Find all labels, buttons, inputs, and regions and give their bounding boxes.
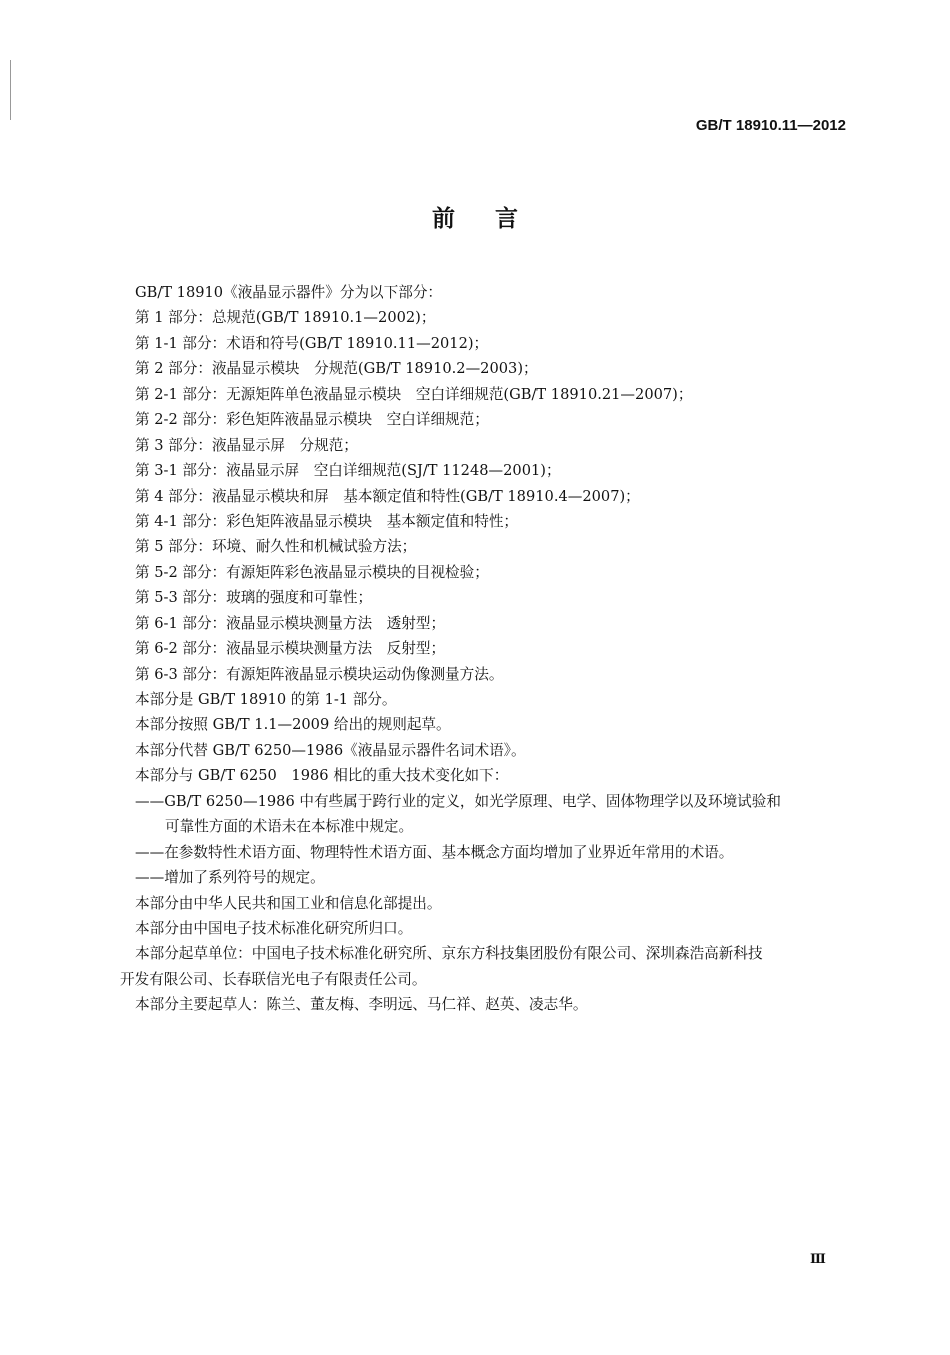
paragraph-line: 第 1-1 部分：术语和符号(GB/T 18910.11—2012)； — [135, 334, 489, 352]
paragraph-line: 本部分由中华人民共和国工业和信息化部提出。 — [135, 894, 442, 912]
paragraph-line: GB/T 18910《液晶显示器件》分为以下部分： — [135, 284, 443, 301]
paragraph-line: 第 3 部分：液晶显示屏 分规范； — [135, 436, 358, 454]
paragraph-line: 第 5 部分：环境、耐久性和机械试验方法； — [135, 538, 417, 556]
paragraph-line: ——GB/T 6250—1986 中有些属于跨行业的定义，如光学原理、电学、固体物理学以及环境试验和 — [135, 792, 781, 810]
paragraph-line: 第 6-3 部分：有源矩阵液晶显示模块运动伪像测量方法。 — [135, 665, 504, 683]
paragraph-line: 本部分由中国电子技术标准化研究所归口。 — [135, 919, 413, 937]
paragraph-line: 第 5-2 部分：有源矩阵彩色液晶显示模块的目视检验； — [135, 563, 489, 581]
scan-edge-mark — [10, 60, 11, 120]
paragraph-line: 第 3-1 部分：液晶显示屏 空白详细规范(SJ/T 11248—2001)； — [135, 462, 561, 480]
paragraph-line: ——在参数特性术语方面、物理特性术语方面、基本概念方面均增加了业界近年常用的术语。 — [135, 843, 734, 861]
paragraph-line: 本部分起草单位：中国电子技术标准化研究所、京东方科技集团股份有限公司、深圳森浩高新科技 — [135, 945, 763, 963]
page-title: 前言 — [432, 205, 558, 232]
paragraph-line: 第 4 部分：液晶显示模块和屏 基本额定值和特性(GB/T 18910.4—2007)； — [135, 487, 640, 505]
paragraph-line: 第 2-2 部分：彩色矩阵液晶显示模块 空白详细规范； — [135, 411, 489, 429]
paragraph-line: 第 5-3 部分：玻璃的强度和可靠性； — [135, 589, 373, 607]
paragraph-line: 第 2 部分：液晶显示模块 分规范(GB/T 18910.2—2003)； — [135, 360, 538, 378]
paragraph-line: 本部分与 GB/T 6250 1986 相比的重大技术变化如下： — [135, 767, 509, 785]
paragraph-line: 可靠性方面的术语未在本标准中规定。 — [165, 818, 414, 836]
paragraph-line: 第 1 部分：总规范(GB/T 18910.1—2002)； — [135, 309, 436, 327]
foreword-body — [120, 280, 850, 1018]
paragraph-line: 第 4-1 部分：彩色矩阵液晶显示模块 基本额定值和特性； — [135, 512, 519, 530]
paragraph-line: 本部分代替 GB/T 6250—1986《液晶显示器件名词术语》。 — [135, 741, 526, 759]
standard-number-header: GB/T 18910.11—2012 — [695, 117, 846, 134]
paragraph-line: ——增加了系列符号的规定。 — [135, 869, 325, 887]
page-number: Ⅲ — [810, 1252, 826, 1267]
paragraph-line: 本部分主要起草人：陈兰、董友梅、李明远、马仁祥、赵英、凌志华。 — [135, 996, 588, 1014]
paragraph-line: 本部分按照 GB/T 1.1—2009 给出的规则起草。 — [135, 716, 451, 734]
paragraph-line: 开发有限公司、长春联信光电子有限责任公司。 — [120, 970, 427, 988]
paragraph-line: 第 6-1 部分：液晶显示模块测量方法 透射型； — [135, 614, 446, 632]
paragraph-line: 第 6-2 部分：液晶显示模块测量方法 反射型； — [135, 640, 446, 658]
paragraph-line: 第 2-1 部分：无源矩阵单色液晶显示模块 空白详细规范(GB/T 18910.21—2007)； — [135, 385, 693, 403]
paragraph-line: 本部分是 GB/T 18910 的第 1-1 部分。 — [135, 691, 397, 708]
